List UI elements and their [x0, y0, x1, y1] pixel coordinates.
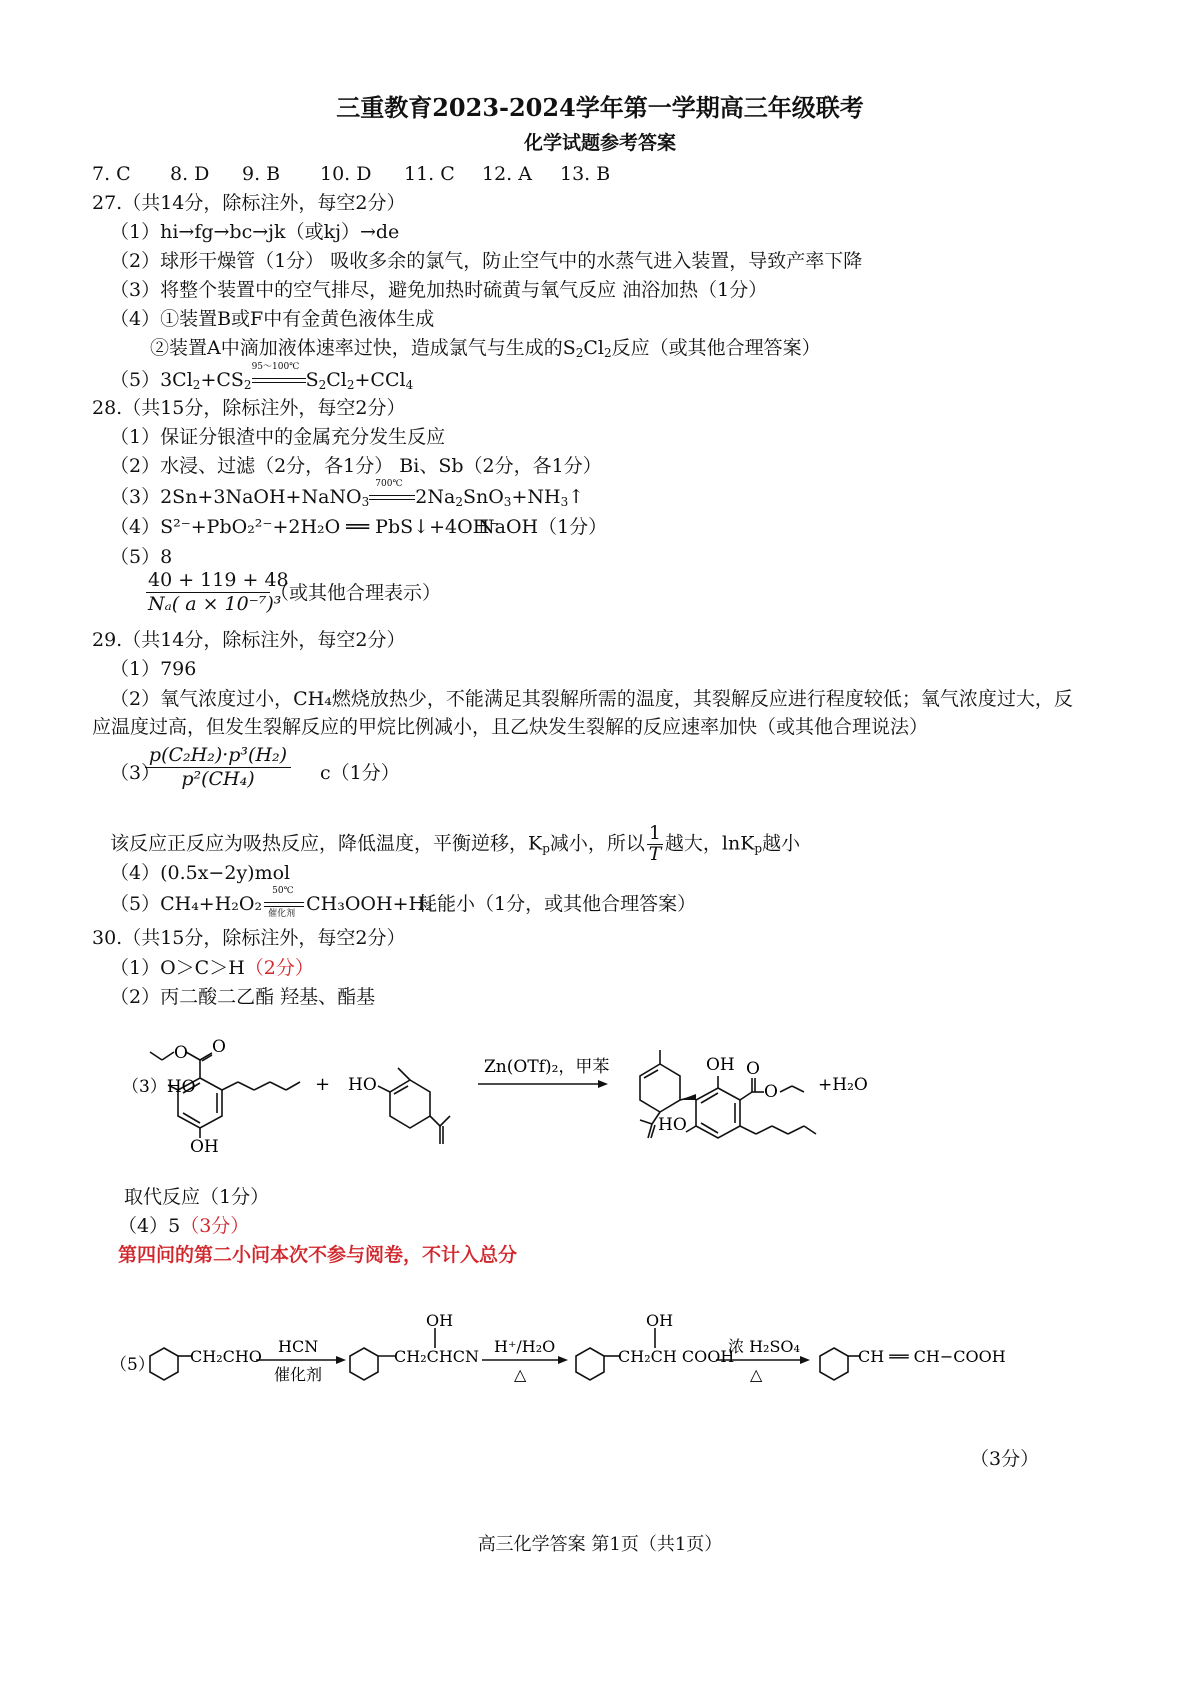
q30-3-plus: + — [315, 1074, 331, 1095]
q29-kp-fraction — [145, 744, 291, 791]
q30-5-condition-3: △ — [750, 1365, 763, 1384]
q29-answer-5-equation: （5）CH₄+H₂O₂ 50℃ 催化剂 CH₃OOH+H₂ — [110, 886, 433, 919]
page-title: 三重教育2023-2024学年第一学期高三年级联考 — [336, 93, 864, 122]
q30-3-reagent: Zn(OTf)₂，甲苯 — [484, 1057, 610, 1077]
q30-5-oh-1: OH — [426, 1311, 454, 1330]
q30-5-condition-2: △ — [514, 1365, 527, 1384]
q29-answer-3-label: （3） — [110, 762, 161, 784]
q30-5-product: CH ══ CH−COOH — [858, 1347, 1006, 1366]
q30-3-ho-reactant2: HO — [348, 1075, 377, 1095]
mc-answer: 12. A — [482, 163, 532, 185]
q29-inverse-t-denominator: T — [648, 842, 662, 865]
mc-answer: 10. D — [320, 163, 372, 185]
q30-5-intermediate-2: CH₂CH COOH — [618, 1347, 735, 1366]
q30-notice: 第四问的第二小问本次不参与阅卷，不计入总分 — [118, 1244, 518, 1266]
q29-answer-4: （4）(0.5x−2y)mol — [110, 862, 291, 884]
q27-answer-3: （3）将整个装置中的空气排尽，避免加热时硫黄与氧气反应 油浴加热（1分） — [110, 279, 768, 301]
mc-answer: 13. B — [560, 163, 611, 185]
q30-5-reagent-3: 浓 H₂SO₄ — [728, 1337, 800, 1356]
q27-answer-4-2: ②装置A中滴加液体速率过快，造成氯气与生成的$S_2Cl_2$反应（或其他合理答案） — [150, 337, 821, 360]
q30-3-oh-bottom: OH — [190, 1137, 219, 1157]
q30-5-intermediate-1: CH₂CHCN — [394, 1347, 480, 1366]
q30-5-oh-2: OH — [646, 1311, 674, 1330]
q30-3-o-product: O — [746, 1059, 760, 1079]
mc-answer: 9. B — [242, 163, 281, 185]
q30-answer-2: （2）丙二酸二乙酯 羟基、酯基 — [110, 986, 376, 1008]
q29-header: 29.（共14分，除标注外，每空2分） — [92, 629, 406, 651]
q28-density-fraction — [146, 569, 289, 616]
page-subtitle: 化学试题参考答案 — [523, 132, 676, 154]
mc-answer: 7. C — [92, 163, 131, 185]
mc-answer: 8. D — [170, 163, 210, 185]
mc-answer: 11. C — [404, 163, 455, 185]
q30-answer-1-score: （2分） — [244, 957, 314, 979]
q27-answer-1: （1）hi→fg→bc→jk（或kj）→de — [110, 221, 400, 243]
q30-reaction-scheme — [100, 1030, 880, 1160]
q30-3-ester-o: O — [174, 1043, 188, 1063]
q30-answer-1: （1）O＞C＞H（2分） — [110, 957, 314, 979]
q30-synthesis-route — [110, 1310, 1030, 1410]
q30-3-oh-product: OH — [706, 1055, 735, 1075]
q29-answer-2-line2: 应温度过高，但发生裂解反应的甲烷比例减小，且乙炔发生裂解的反应速率加快（或其他合理说法） — [92, 716, 929, 738]
q29-answer-5-note: 耗能小（1分，或其他合理答案） — [418, 893, 697, 915]
page-footer: 高三化学答案 第1页（共1页） — [477, 1534, 723, 1555]
q28-answer-5-note: （或其他合理表示） — [270, 582, 442, 604]
q28-fraction-numerator: 40 + 119 + 48 — [148, 569, 289, 591]
q30-5-label: （5） — [110, 1355, 155, 1375]
q28-reaction-condition: 700℃ — [375, 479, 403, 489]
q28-answer-3-equation: （3）2Sn+3NaOH+NaNO$_3$ 700℃ $2Na_2SnO_3+NH_3↑$ — [110, 479, 585, 509]
q28-fraction-denominator: Nₐ( a × 10⁻⁷)³ — [148, 592, 282, 615]
q29-answer-2-line1: （2）氧气浓度过小，CH₄燃烧放热少，不能满足其裂解所需的温度，其裂解反应进行程度较低；氧气浓度过大，反 — [110, 688, 1073, 710]
q30-header: 30.（共15分，除标注外，每空2分） — [92, 927, 406, 949]
q30-answer-3-type: 取代反应（1分） — [124, 1186, 270, 1208]
q29-answer-3-explanation: 该反应正反应为吸热反应，降低温度，平衡逆移，$K_p$减小，所以 $\frac{1}{T}$ 越大，lnK$_p$越小 — [110, 822, 801, 865]
q28-answer-1: （1）保证分银渣中的金属充分发生反应 — [110, 426, 446, 448]
q29-inverse-t-numerator: 1 — [648, 822, 661, 844]
q28-header: 28.（共15分，除标注外，每空2分） — [92, 397, 406, 419]
q30-3-carbonyl-o: O — [212, 1037, 226, 1057]
q30-answer-4-score: （3分） — [180, 1215, 250, 1237]
q27-header: 27.（共14分，除标注外，每空2分） — [92, 192, 406, 214]
q27-answer-2: （2）球形干燥管（1分） 吸收多余的氯气，防止空气中的水蒸气进入装置，导致产率下降 — [110, 250, 863, 272]
q27-reaction-condition: 95～100℃ — [251, 362, 300, 372]
q30-answer-4: （4）5（3分） — [118, 1215, 250, 1237]
q29-answer-1: （1）796 — [110, 658, 197, 680]
q30-5-reagent-1: HCN — [278, 1337, 319, 1356]
q28-answer-4-note: NaOH（1分） — [478, 516, 608, 538]
q30-5-start-material: CH₂CHO — [190, 1347, 262, 1366]
q30-3-ho-product: HO — [658, 1115, 687, 1135]
q30-answer-5-score: （3分） — [970, 1448, 1040, 1470]
q30-5-reagent-2: H⁺/H₂O — [494, 1337, 556, 1356]
q29-answer-3-note: c（1分） — [320, 762, 400, 784]
q29-condition-temp: 50℃ — [272, 886, 294, 896]
q29-condition-catalyst: 催化剂 — [268, 909, 296, 919]
q27-answer-4-1: （4）①装置B或F中有金黄色液体生成 — [110, 308, 435, 330]
q28-answer-2: （2）水浸、过滤（2分，各1分） Bi、Sb（2分，各1分） — [110, 455, 602, 477]
q29-kp-numerator: p(C₂H₂)·p³(H₂) — [148, 744, 288, 766]
q28-answer-5: （5）8 — [110, 546, 173, 568]
q30-5-condition-1: 催化剂 — [274, 1365, 323, 1384]
q30-3-water: +H₂O — [818, 1075, 868, 1095]
q30-3-ester-o-product: O — [764, 1082, 778, 1102]
q27-answer-5-equation: $(5)3Cl_2+CS_2$ 95～100℃ $S_2Cl_2+CCl_4$ — [110, 362, 414, 392]
q29-kp-denominator: p²(CH₄) — [181, 767, 255, 790]
q30-3-label: （3）HO — [122, 1077, 196, 1097]
q28-answer-4-equation: （4）S²⁻+PbO₂²⁻+2H₂O ══ PbS↓+4OH⁻ — [110, 516, 500, 538]
